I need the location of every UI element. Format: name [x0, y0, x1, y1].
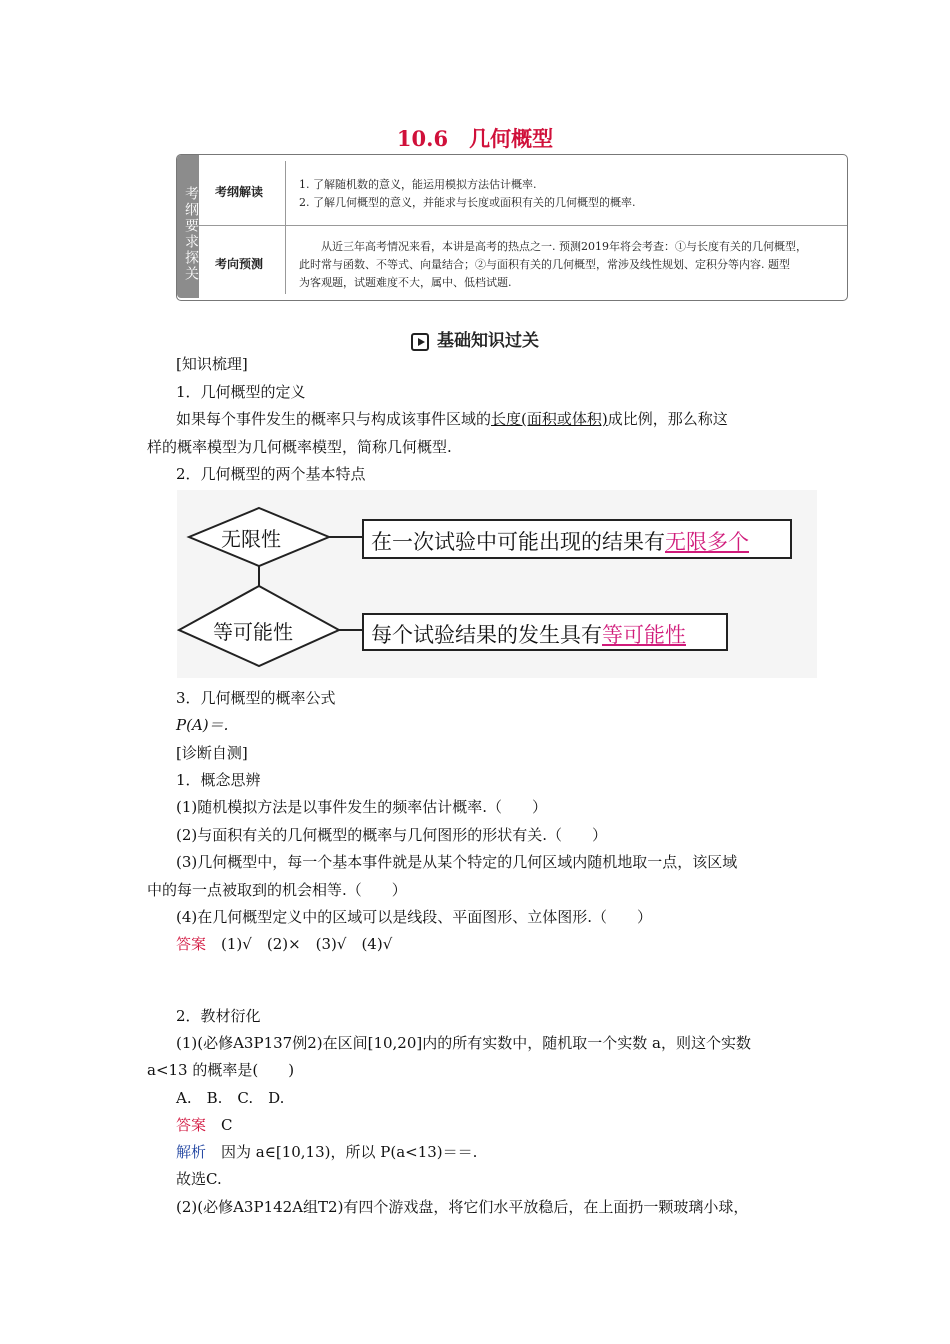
- outline-row-2-line-1: 从近三年高考情况来看，本讲是高考的热点之一. 预测2019年将会考查：①与长度有关的几何概型，: [299, 240, 807, 253]
- q2-1-conclusion: 故选C.: [176, 1170, 222, 1188]
- item1-text-a: 如果每个事件发生的概率只与构成该事件区域的: [176, 410, 492, 428]
- knowledge-item2-title: 2．几何概型的两个基本特点: [176, 465, 366, 483]
- q2-1-line2: a<13 的概率是( ): [147, 1061, 295, 1079]
- outline-side-label: 考纲要求探关: [177, 155, 199, 298]
- outline-row-label-2: 考向预测: [215, 257, 264, 271]
- section-banner-text: 基础知识过关: [437, 331, 539, 351]
- outline-column-divider: [285, 161, 286, 294]
- answer-label-2: 答案: [176, 1116, 207, 1134]
- q2-1-line1: (1)(必修A3P137例2)在区间[10,20]内的所有实数中，随机取一个实数 a，则这个实数: [176, 1034, 751, 1052]
- q2-2-line1: (2)(必修A3P142A组T2)有四个游戏盘，将它们水平放稳后，在上面扔一颗玻璃小球，: [176, 1198, 749, 1216]
- knowledge-item3-title: 3．几何概型的概率公式: [176, 689, 336, 707]
- q1-title: 1．概念思辨: [176, 771, 261, 789]
- outline-row-label-1: 考纲解读: [215, 185, 264, 199]
- q1-item-1: (1)随机模拟方法是以事件发生的频率估计概率.（ ）: [176, 798, 548, 816]
- q1-item-4: (4)在几何概型定义中的区域可以是线段、平面图形、立体图形.（ ）: [176, 908, 653, 926]
- self-test-heading: [诊断自测]: [176, 744, 248, 762]
- analysis-label: 解析: [176, 1143, 207, 1161]
- desc-1-key: 无限多个: [665, 530, 749, 554]
- q2-title: 2．教材衍化: [176, 1007, 261, 1025]
- q2-1-options: A. B. C. D.: [176, 1089, 285, 1107]
- q1-item-3-cont: 中的每一点被取到的机会相等.（ ）: [147, 881, 407, 899]
- outline-row-text-2: [299, 238, 807, 292]
- page-title: 10.6 几何概型: [396, 126, 554, 151]
- q1-item-2: (2)与面积有关的几何概型的概率与几何图形的形状有关.（ ）: [176, 826, 608, 844]
- play-icon: [411, 333, 429, 351]
- q2-1-analysis: [176, 1142, 477, 1162]
- q2-1-analysis-text: 因为 a∈[10,13)，所以 P(a<13)＝＝.: [221, 1143, 478, 1161]
- item1-text-b: 成比例，那么称这: [607, 410, 728, 428]
- features-diagram: [177, 490, 817, 678]
- desc-text-1: [371, 526, 749, 556]
- diamond-label-1: 无限性: [221, 527, 281, 551]
- answer-label: 答案: [176, 935, 207, 953]
- outline-row-2-line-3: 为客观题，试题难度不大，属中、低档试题.: [299, 276, 512, 289]
- probability-formula: P(A)＝.: [176, 716, 229, 734]
- outline-divider: [199, 225, 847, 226]
- q1-item-3: (3)几何概型中，每一个基本事件就是从某个特定的几何区域内随机地取一点，该区域: [176, 853, 738, 871]
- desc-2-key: 等可能性: [602, 623, 686, 647]
- outline-row-1-line-2: 2. 了解几何概型的意义，并能求与长度或面积有关的几何概型的概率.: [299, 196, 636, 209]
- desc-1-main: 在一次试验中可能出现的结果有: [371, 530, 665, 554]
- desc-text-2: [371, 619, 686, 649]
- q2-1-answer: [176, 1115, 233, 1135]
- diamond-label-2: 等可能性: [213, 620, 293, 644]
- outline-box: [176, 154, 848, 301]
- diagram-lines: [177, 490, 817, 678]
- q1-answer-value: (1)√ (2)× (3)√ (4)√: [221, 935, 393, 953]
- knowledge-item1-line1: [176, 409, 728, 429]
- q1-answer: [176, 934, 392, 954]
- item1-underlined-key: 长度(面积或体积): [491, 410, 608, 428]
- knowledge-item1-line2: 样的概率模型为几何概率模型，简称几何概型.: [147, 438, 452, 456]
- q2-1-answer-value: C: [221, 1116, 233, 1134]
- knowledge-heading: [知识梳理]: [176, 355, 248, 373]
- desc-2-main: 每个试验结果的发生具有: [371, 623, 602, 647]
- outline-row-2-line-2: 此时常与函数、不等式、向量结合；②与面积有关的几何概型，常涉及线性规划、定积分等内容. 题型: [299, 258, 790, 271]
- outline-row-text-1: [299, 176, 636, 212]
- outline-row-1-line-1: 1. 了解随机数的意义，能运用模拟方法估计概率.: [299, 178, 537, 191]
- knowledge-item1-title: 1．几何概型的定义: [176, 383, 306, 401]
- section-banner: [0, 326, 950, 351]
